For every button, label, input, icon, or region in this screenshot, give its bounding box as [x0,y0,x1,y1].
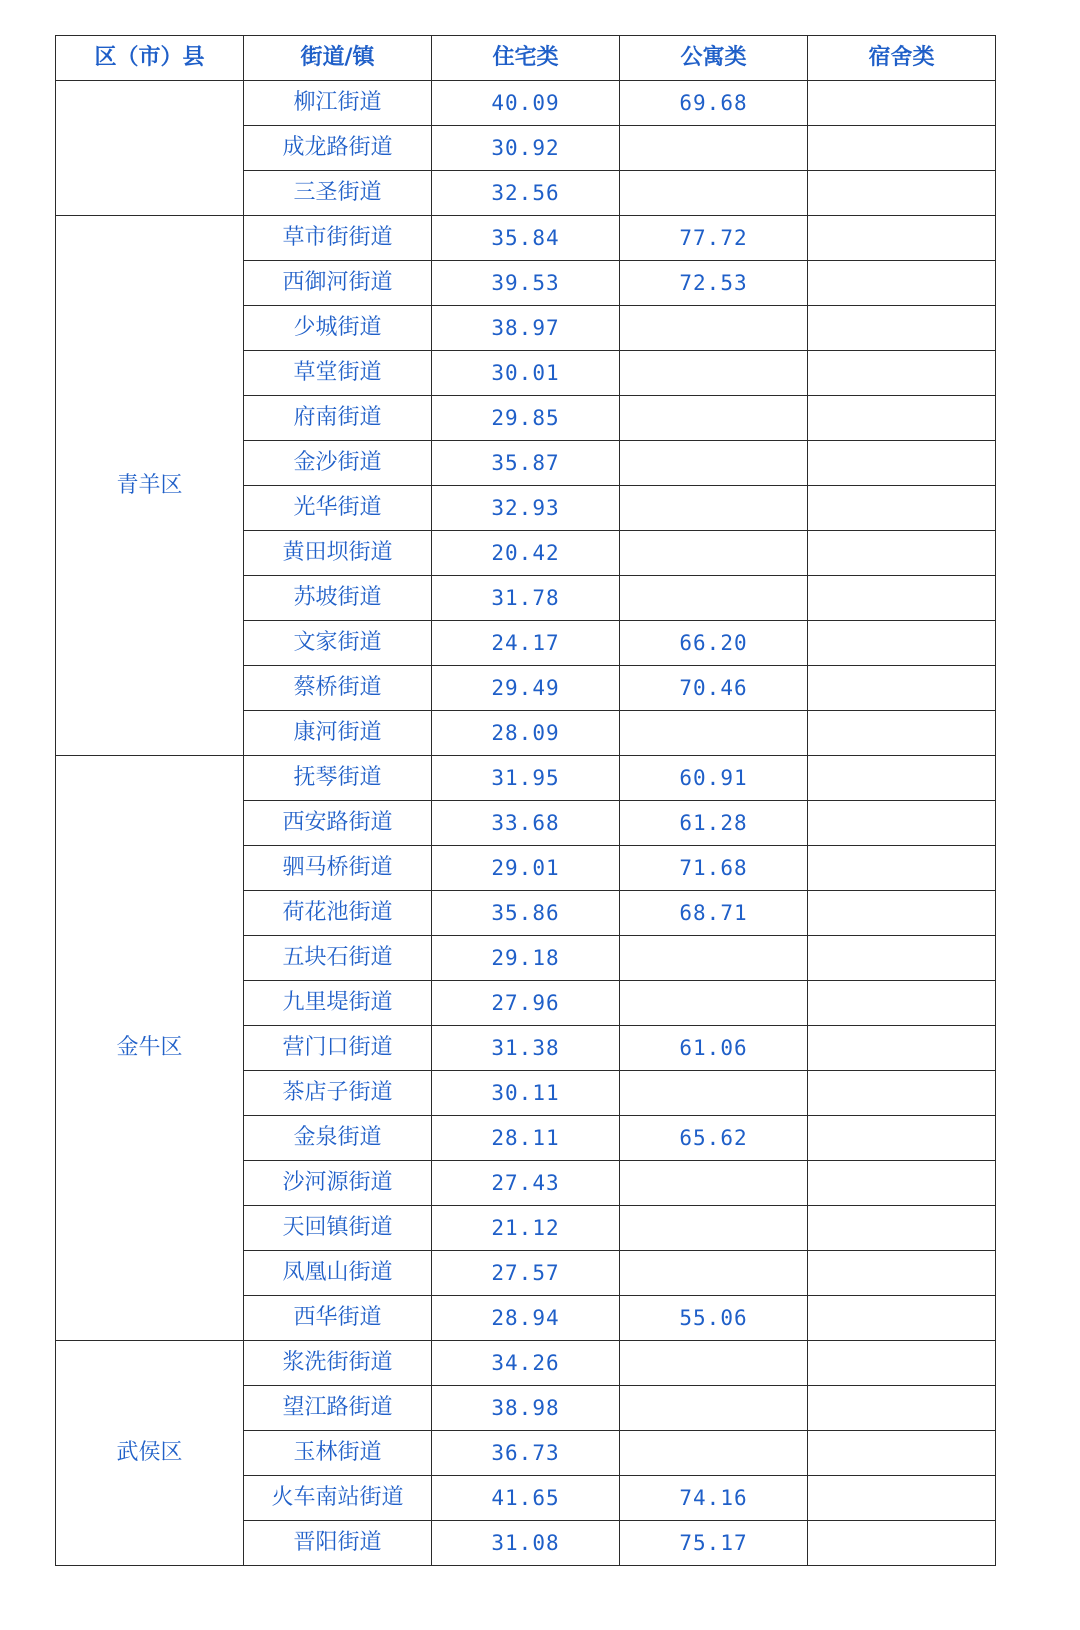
residential-price-cell: 32.93 [432,486,620,531]
dormitory-price-cell [808,981,996,1026]
dormitory-price-cell [808,801,996,846]
dormitory-price-cell [808,396,996,441]
residential-price-cell: 33.68 [432,801,620,846]
residential-price-cell: 30.92 [432,126,620,171]
apartment-price-cell [620,351,808,396]
dormitory-price-cell [808,531,996,576]
residential-price-cell: 41.65 [432,1476,620,1521]
residential-price-cell: 38.98 [432,1386,620,1431]
dormitory-price-cell [808,216,996,261]
street-cell: 西安路街道 [244,801,432,846]
dormitory-price-cell [808,1071,996,1116]
apartment-price-cell: 65.62 [620,1116,808,1161]
residential-price-cell: 30.01 [432,351,620,396]
residential-price-cell: 28.11 [432,1116,620,1161]
apartment-price-cell [620,441,808,486]
street-cell: 蔡桥街道 [244,666,432,711]
dormitory-price-cell [808,1206,996,1251]
dormitory-price-cell [808,1386,996,1431]
street-cell: 营门口街道 [244,1026,432,1071]
street-cell: 柳江街道 [244,81,432,126]
apartment-price-cell [620,711,808,756]
residential-price-cell: 29.18 [432,936,620,981]
table-row [56,1341,996,1386]
street-cell: 光华街道 [244,486,432,531]
residential-price-cell: 34.26 [432,1341,620,1386]
table-header [56,36,996,81]
street-cell: 天回镇街道 [244,1206,432,1251]
street-cell: 凤凰山街道 [244,1251,432,1296]
residential-price-cell: 29.85 [432,396,620,441]
apartment-price-cell [620,396,808,441]
apartment-price-cell: 70.46 [620,666,808,711]
residential-price-cell: 31.95 [432,756,620,801]
apartment-price-cell: 69.68 [620,81,808,126]
apartment-price-cell [620,126,808,171]
residential-price-cell: 28.09 [432,711,620,756]
table-body [56,81,996,1566]
residential-price-cell: 21.12 [432,1206,620,1251]
street-cell: 晋阳街道 [244,1521,432,1566]
street-cell: 三圣街道 [244,171,432,216]
street-cell: 玉林街道 [244,1431,432,1476]
residential-price-cell: 35.87 [432,441,620,486]
table-row [56,756,996,801]
apartment-price-cell [620,1386,808,1431]
street-cell: 少城街道 [244,306,432,351]
dormitory-price-cell [808,1251,996,1296]
street-cell: 康河街道 [244,711,432,756]
residential-price-cell: 27.57 [432,1251,620,1296]
apartment-price-cell [620,1431,808,1476]
dormitory-price-cell [808,126,996,171]
street-cell: 九里堤街道 [244,981,432,1026]
street-cell: 西华街道 [244,1296,432,1341]
residential-price-cell: 39.53 [432,261,620,306]
dormitory-price-cell [808,576,996,621]
district-cell: 金牛区 [56,756,244,1341]
residential-price-cell: 36.73 [432,1431,620,1476]
street-cell: 望江路街道 [244,1386,432,1431]
residential-price-cell: 38.97 [432,306,620,351]
dormitory-price-cell [808,1476,996,1521]
street-cell: 文家街道 [244,621,432,666]
street-cell: 驷马桥街道 [244,846,432,891]
street-cell: 荷花池街道 [244,891,432,936]
apartment-price-cell [620,1251,808,1296]
street-cell: 西御河街道 [244,261,432,306]
district-cell: 武侯区 [56,1341,244,1566]
dormitory-price-cell [808,1116,996,1161]
residential-price-cell: 30.11 [432,1071,620,1116]
street-cell: 成龙路街道 [244,126,432,171]
street-cell: 府南街道 [244,396,432,441]
residential-price-cell: 20.42 [432,531,620,576]
dormitory-price-cell [808,1521,996,1566]
street-cell: 火车南站街道 [244,1476,432,1521]
dormitory-price-cell [808,711,996,756]
residential-price-cell: 27.43 [432,1161,620,1206]
dormitory-price-cell [808,756,996,801]
apartment-price-cell: 55.06 [620,1296,808,1341]
residential-price-cell: 31.38 [432,1026,620,1071]
dormitory-price-cell [808,936,996,981]
residential-price-cell: 35.86 [432,891,620,936]
table-row [56,81,996,126]
header-apartment: 公寓类 [620,36,808,81]
dormitory-price-cell [808,81,996,126]
price-table [55,35,996,1566]
street-cell: 沙河源街道 [244,1161,432,1206]
dormitory-price-cell [808,261,996,306]
street-cell: 金沙街道 [244,441,432,486]
apartment-price-cell [620,1071,808,1116]
table-row [56,216,996,261]
apartment-price-cell: 71.68 [620,846,808,891]
residential-price-cell: 29.49 [432,666,620,711]
residential-price-cell: 31.78 [432,576,620,621]
district-cell [56,81,244,216]
apartment-price-cell: 66.20 [620,621,808,666]
apartment-price-cell: 77.72 [620,216,808,261]
apartment-price-cell: 61.06 [620,1026,808,1071]
header-row [56,36,996,81]
apartment-price-cell [620,1206,808,1251]
dormitory-price-cell [808,441,996,486]
dormitory-price-cell [808,621,996,666]
street-cell: 抚琴街道 [244,756,432,801]
residential-price-cell: 40.09 [432,81,620,126]
apartment-price-cell [620,981,808,1026]
street-cell: 苏坡街道 [244,576,432,621]
apartment-price-cell [620,1161,808,1206]
street-cell: 草市街街道 [244,216,432,261]
dormitory-price-cell [808,306,996,351]
apartment-price-cell: 75.17 [620,1521,808,1566]
apartment-price-cell: 60.91 [620,756,808,801]
residential-price-cell: 28.94 [432,1296,620,1341]
dormitory-price-cell [808,351,996,396]
apartment-price-cell [620,1341,808,1386]
header-residential: 住宅类 [432,36,620,81]
apartment-price-cell [620,531,808,576]
apartment-price-cell: 61.28 [620,801,808,846]
dormitory-price-cell [808,1296,996,1341]
residential-price-cell: 27.96 [432,981,620,1026]
header-district: 区（市）县 [56,36,244,81]
dormitory-price-cell [808,1026,996,1071]
street-cell: 五块石街道 [244,936,432,981]
apartment-price-cell: 68.71 [620,891,808,936]
residential-price-cell: 35.84 [432,216,620,261]
dormitory-price-cell [808,891,996,936]
apartment-price-cell [620,936,808,981]
street-cell: 浆洗街街道 [244,1341,432,1386]
residential-price-cell: 24.17 [432,621,620,666]
dormitory-price-cell [808,846,996,891]
header-street: 街道/镇 [244,36,432,81]
street-cell: 黄田坝街道 [244,531,432,576]
residential-price-cell: 29.01 [432,846,620,891]
street-cell: 草堂街道 [244,351,432,396]
apartment-price-cell [620,171,808,216]
dormitory-price-cell [808,1161,996,1206]
apartment-price-cell: 72.53 [620,261,808,306]
dormitory-price-cell [808,486,996,531]
apartment-price-cell [620,576,808,621]
apartment-price-cell [620,306,808,351]
street-cell: 金泉街道 [244,1116,432,1161]
header-dormitory: 宿舍类 [808,36,996,81]
apartment-price-cell [620,486,808,531]
street-cell: 茶店子街道 [244,1071,432,1116]
residential-price-cell: 32.56 [432,171,620,216]
district-cell: 青羊区 [56,216,244,756]
dormitory-price-cell [808,666,996,711]
apartment-price-cell: 74.16 [620,1476,808,1521]
dormitory-price-cell [808,171,996,216]
dormitory-price-cell [808,1431,996,1476]
residential-price-cell: 31.08 [432,1521,620,1566]
dormitory-price-cell [808,1341,996,1386]
